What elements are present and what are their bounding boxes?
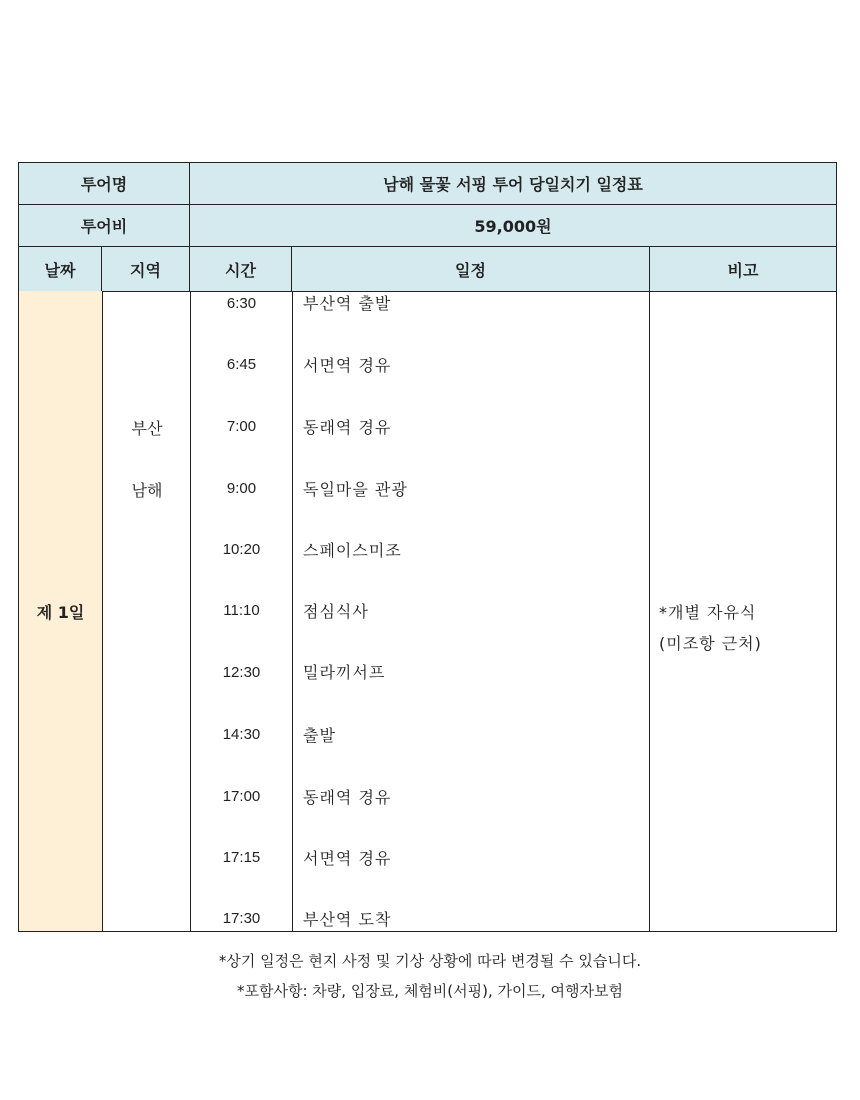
day-cell: 제 1일 xyxy=(19,291,102,931)
footnote-inclusions: *포함사항: 차량, 입장료, 체험비(서핑), 가이드, 여행자보험 xyxy=(237,982,623,1000)
schedule-cell: 부산역 출발 xyxy=(303,294,392,313)
time-cell: 17:15 xyxy=(222,849,261,866)
time-cell: 6:45 xyxy=(226,356,257,373)
tour-name-value: 남해 물꽃 서핑 투어 당일치기 일정표 xyxy=(189,162,837,205)
time-cell: 9:00 xyxy=(226,480,257,497)
time-cell: 7:00 xyxy=(226,418,257,435)
schedule-cell: 동래역 경유 xyxy=(303,418,392,437)
tour-fee-value: 59,000원 xyxy=(189,204,837,247)
column-divider xyxy=(102,291,103,931)
col-header-time: 시간 xyxy=(189,246,292,292)
table-body xyxy=(18,291,837,932)
time-cell: 12:30 xyxy=(222,664,261,681)
schedule-cell: 점심식사 xyxy=(303,602,369,621)
region-busan: 부산 xyxy=(131,419,163,438)
schedule-cell: 서면역 경유 xyxy=(303,356,392,375)
itinerary-table xyxy=(18,162,837,932)
col-header-region: 지역 xyxy=(101,246,190,292)
note-cell xyxy=(659,597,762,659)
time-cell: 17:30 xyxy=(222,910,261,927)
col-header-note: 비고 xyxy=(649,246,837,292)
schedule-cell: 스페이스미조 xyxy=(303,541,402,560)
note-line: (미조항 근처) xyxy=(659,634,762,653)
schedule-cell: 부산역 도착 xyxy=(303,910,392,929)
tour-name-label: 투어명 xyxy=(18,162,190,205)
time-cell: 11:10 xyxy=(223,602,260,619)
schedule-cell: 서면역 경유 xyxy=(303,849,392,868)
schedule-cell: 독일마을 관광 xyxy=(303,480,408,499)
footnote-schedule-change: *상기 일정은 현지 사정 및 기상 상황에 따라 변경될 수 있습니다. xyxy=(218,952,642,970)
time-cell: 6:30 xyxy=(226,295,257,312)
schedule-cell: 동래역 경유 xyxy=(303,788,392,807)
time-cell: 14:30 xyxy=(222,726,261,743)
time-cell: 17:00 xyxy=(222,788,261,805)
column-divider xyxy=(292,291,293,931)
col-header-date: 날짜 xyxy=(18,246,102,292)
column-divider xyxy=(649,291,650,931)
time-cell: 10:20 xyxy=(222,541,261,558)
schedule-cell: 밀라끼서프 xyxy=(303,663,386,682)
note-line: *개별 자유식 xyxy=(659,603,757,622)
schedule-cell: 출발 xyxy=(303,726,336,745)
region-namhae: 남해 xyxy=(131,481,163,500)
tour-fee-label: 투어비 xyxy=(18,204,190,247)
col-header-schedule: 일정 xyxy=(291,246,650,292)
